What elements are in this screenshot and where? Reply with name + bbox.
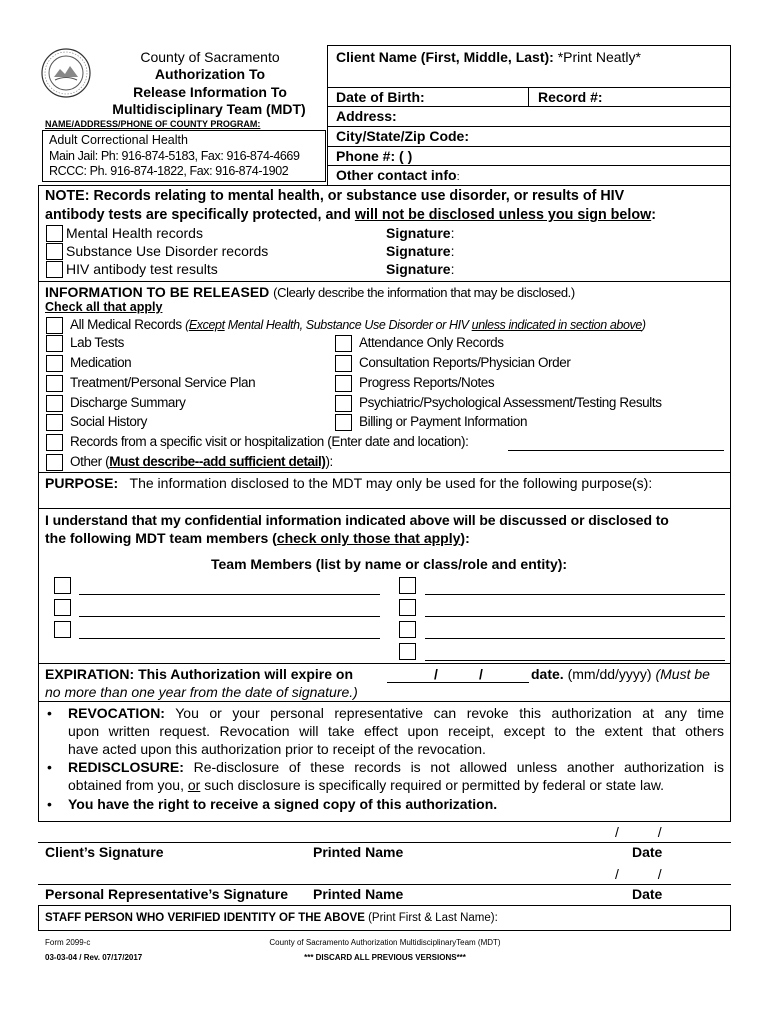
team-member-checkbox[interactable]	[54, 577, 71, 594]
other-records-checkbox[interactable]	[46, 454, 63, 471]
program-name: Adult Correctional Health	[49, 133, 188, 147]
attendance-records-label: Attendance Only Records	[359, 335, 504, 350]
redisclosure-line2	[68, 777, 664, 793]
signature-colon: :	[450, 261, 455, 277]
phone-label: Phone #:	[336, 148, 396, 164]
team-member-line[interactable]	[425, 594, 725, 595]
footer-discard-note: *** DISCARD ALL PREVIOUS VERSIONS***	[304, 953, 466, 962]
understand-line2-c: ):	[460, 530, 470, 546]
substance-use-checkbox[interactable]	[46, 243, 63, 260]
other-records-c: ):	[325, 454, 333, 469]
other-contact-field[interactable]	[336, 167, 460, 183]
treatment-plan-checkbox[interactable]	[46, 375, 63, 392]
signature-colon: :	[450, 243, 455, 259]
form-title-line2: Release Information To	[133, 84, 287, 100]
team-member-checkbox[interactable]	[54, 621, 71, 638]
form-title-line3: Multidisciplinary Team (MDT)	[112, 101, 306, 117]
section-divider	[38, 281, 731, 282]
progress-reports-label: Progress Reports/Notes	[359, 375, 495, 390]
team-member-checkbox[interactable]	[399, 621, 416, 638]
rep-date-label: Date	[632, 886, 663, 902]
section-divider	[38, 701, 731, 702]
hiv-test-label: HIV antibody test results	[66, 261, 218, 277]
expiration-slash-2: /	[479, 666, 483, 682]
consultation-reports-label: Consultation Reports/Physician Order	[359, 355, 571, 370]
signature-label: Signature	[386, 261, 451, 277]
release-heading	[45, 284, 575, 300]
program-line2: Main Jail: Ph: 916-874-5183, Fax: 916-874-4669	[49, 149, 300, 163]
signature-label: Signature	[386, 225, 451, 241]
billing-payment-checkbox[interactable]	[335, 414, 352, 431]
client-name-label: Client Name (First, Middle, Last):	[336, 49, 554, 65]
client-date-slashes: / /	[615, 824, 662, 840]
expiration-format: (mm/dd/yyyy)	[567, 666, 652, 682]
note-line2-b: will not be disclosed unless you sign below	[354, 207, 652, 223]
revocation-line1	[68, 705, 724, 721]
revocation-line3: have acted upon this authorization prior to receipt of the revocation.	[68, 741, 486, 757]
program-label: NAME/ADDRESS/PHONE OF COUNTY PROGRAM:	[45, 119, 261, 129]
expiration-line2: no more than one year from the date of signature.)	[45, 684, 358, 700]
client-divider	[327, 87, 731, 88]
revocation-line2: upon written request. Revocation will take effect upon receipt, except to the extent that others	[68, 723, 724, 739]
expiration-slash-1: /	[434, 666, 438, 682]
client-name-field[interactable]	[336, 49, 641, 65]
understand-line2-a: the following MDT team members (	[45, 530, 277, 546]
address-field[interactable]: Address:	[336, 108, 397, 124]
note-line2	[45, 207, 656, 223]
release-heading-note: (Clearly describe the information that may be disclosed.)	[273, 285, 575, 300]
team-member-line[interactable]	[425, 638, 725, 639]
social-history-checkbox[interactable]	[46, 414, 63, 431]
team-member-line[interactable]	[425, 660, 725, 661]
hiv-test-signature[interactable]	[386, 261, 454, 277]
mental-health-signature[interactable]	[386, 225, 454, 241]
billing-payment-label: Billing or Payment Information	[359, 414, 528, 429]
expiration-date-word: date.	[531, 666, 564, 682]
understand-line1: I understand that my confidential information indicated above will be discussed or disclosed to	[45, 512, 669, 528]
other-contact-colon: :	[456, 171, 460, 183]
phone-area-code: ( )	[399, 148, 413, 164]
all-medical-exception: (Except Mental Health, Substance Use Disorder or HIV unless indicated in section above)	[185, 318, 646, 332]
purpose-label: PURPOSE:	[45, 475, 119, 491]
client-signature-line[interactable]	[38, 842, 731, 843]
dob-field[interactable]: Date of Birth:	[336, 89, 425, 105]
redisclosure-l1: Re-disclosure of these records is not allowed unless another authorization is	[193, 759, 724, 775]
client-divider	[327, 146, 731, 147]
bullet: •	[47, 759, 52, 775]
section-divider	[38, 472, 731, 473]
specific-visit-checkbox[interactable]	[46, 434, 63, 451]
psych-assessment-label: Psychiatric/Psychological Assessment/Testing Results	[359, 395, 662, 410]
expiration-label: EXPIRATION: This Authorization will expire on	[45, 666, 354, 682]
section-divider	[38, 663, 731, 664]
understand-line2	[45, 530, 470, 546]
footer-form-number: Form 2099-c	[45, 938, 91, 947]
note-line2-a: antibody tests are specifically protected, and	[45, 207, 355, 223]
other-records-a: Other (	[70, 454, 110, 469]
county-seal	[40, 47, 92, 99]
expiration-tail	[531, 666, 710, 682]
lab-tests-label: Lab Tests	[70, 335, 124, 350]
team-members-heading: Team Members (list by name or class/role and entity):	[211, 556, 568, 572]
release-heading-text: INFORMATION TO BE RELEASED	[45, 284, 270, 300]
redisclosure-label: REDISCLOSURE:	[68, 759, 184, 775]
medication-checkbox[interactable]	[46, 355, 63, 372]
print-neatly-note: *Print Neatly*	[557, 49, 641, 65]
other-records-b: Must describe--add sufficient detail)	[109, 454, 326, 469]
purpose-text: The information disclosed to the MDT may only be used for the following purpose(s):	[129, 475, 653, 491]
form-title-line1: Authorization To	[154, 66, 266, 82]
client-divider	[327, 126, 731, 127]
team-member-line[interactable]	[79, 594, 380, 595]
section-divider	[38, 508, 731, 509]
social-history-label: Social History	[70, 414, 147, 429]
team-member-checkbox[interactable]	[399, 599, 416, 616]
rep-date-slashes: / /	[615, 866, 662, 882]
discharge-summary-checkbox[interactable]	[46, 395, 63, 412]
dob-record-divider	[528, 87, 529, 106]
other-contact-label: Other contact info	[336, 167, 457, 183]
client-divider	[327, 106, 731, 107]
all-medical-label	[70, 317, 646, 332]
rep-printed-name-label: Printed Name	[313, 886, 404, 902]
team-member-checkbox[interactable]	[54, 599, 71, 616]
team-member-line[interactable]	[79, 638, 380, 639]
note-line2-c: :	[651, 207, 656, 223]
check-all-note: Check all that apply	[45, 300, 163, 314]
progress-reports-checkbox[interactable]	[335, 375, 352, 392]
bullet: •	[47, 796, 52, 812]
city-state-zip-field[interactable]: City/State/Zip Code:	[336, 128, 470, 144]
medication-label: Medication	[70, 355, 132, 370]
signed-copy-right: You have the right to receive a signed copy of this authorization.	[68, 796, 498, 812]
specific-visit-label: Records from a specific visit or hospitalization (Enter date and location):	[70, 434, 469, 449]
rep-signature-line[interactable]	[38, 884, 731, 885]
program-line3: RCCC: Ph. 916-874-1822, Fax: 916-874-1902	[49, 164, 289, 178]
footer-center-title: County of Sacramento Authorization MultidisciplinaryTeam (MDT)	[269, 938, 501, 947]
understand-line2-b: check only those that apply	[276, 530, 461, 546]
redisclosure-line1	[68, 759, 724, 775]
client-printed-name-label: Printed Name	[313, 844, 404, 860]
staff-label	[45, 912, 498, 924]
lab-tests-checkbox[interactable]	[46, 335, 63, 352]
specific-visit-input-line[interactable]	[508, 450, 724, 451]
substance-use-label: Substance Use Disorder records	[66, 243, 269, 259]
rep-signature-label: Personal Representative’s Signature	[45, 886, 289, 902]
county-name: County of Sacramento	[140, 49, 280, 65]
signature-label: Signature	[386, 243, 451, 259]
team-member-checkbox[interactable]	[399, 643, 416, 660]
expiration-date-line[interactable]	[387, 682, 529, 683]
discharge-summary-label: Discharge Summary	[70, 395, 186, 410]
bullet: •	[47, 705, 52, 721]
mental-health-label: Mental Health records	[66, 225, 203, 241]
record-field[interactable]: Record #:	[538, 89, 603, 105]
all-medical-checkbox[interactable]	[46, 317, 63, 334]
phone-field[interactable]	[336, 148, 412, 164]
attendance-records-checkbox[interactable]	[335, 335, 352, 352]
staff-label-text: STAFF PERSON WHO VERIFIED IDENTITY OF THE ABOVE	[45, 912, 365, 924]
signature-colon: :	[450, 225, 455, 241]
revocation-l1: You or your personal representative can revoke this authorization at any time	[175, 705, 724, 721]
hiv-test-checkbox[interactable]	[46, 261, 63, 278]
client-signature-label: Client’s Signature	[45, 844, 164, 860]
revocation-label: REVOCATION:	[68, 705, 165, 721]
redisclosure-l2a: obtained from you,	[68, 777, 188, 793]
staff-label-note: (Print First & Last Name):	[368, 912, 498, 924]
client-divider	[327, 165, 731, 166]
substance-use-signature[interactable]	[386, 243, 454, 259]
other-records-label	[70, 454, 333, 469]
purpose-line	[45, 475, 652, 491]
consultation-reports-checkbox[interactable]	[335, 355, 352, 372]
treatment-plan-label: Treatment/Personal Service Plan	[70, 375, 256, 390]
team-member-line[interactable]	[79, 616, 380, 617]
team-member-line[interactable]	[425, 616, 725, 617]
expiration-must-be: (Must be	[655, 666, 710, 682]
team-member-checkbox[interactable]	[399, 577, 416, 594]
footer-revision: 03-03-04 / Rev. 07/17/2017	[45, 953, 143, 962]
redisclosure-l2b: or	[187, 777, 201, 793]
psych-assessment-checkbox[interactable]	[335, 395, 352, 412]
redisclosure-l2c: such disclosure is specifically required or permitted by federal or state law.	[200, 777, 665, 793]
client-date-label: Date	[632, 844, 663, 860]
all-medical-text: All Medical Records	[70, 317, 182, 332]
note-line1: NOTE: Records relating to mental health, or substance use disorder, or results of HIV	[45, 188, 625, 204]
mental-health-checkbox[interactable]	[46, 225, 63, 242]
